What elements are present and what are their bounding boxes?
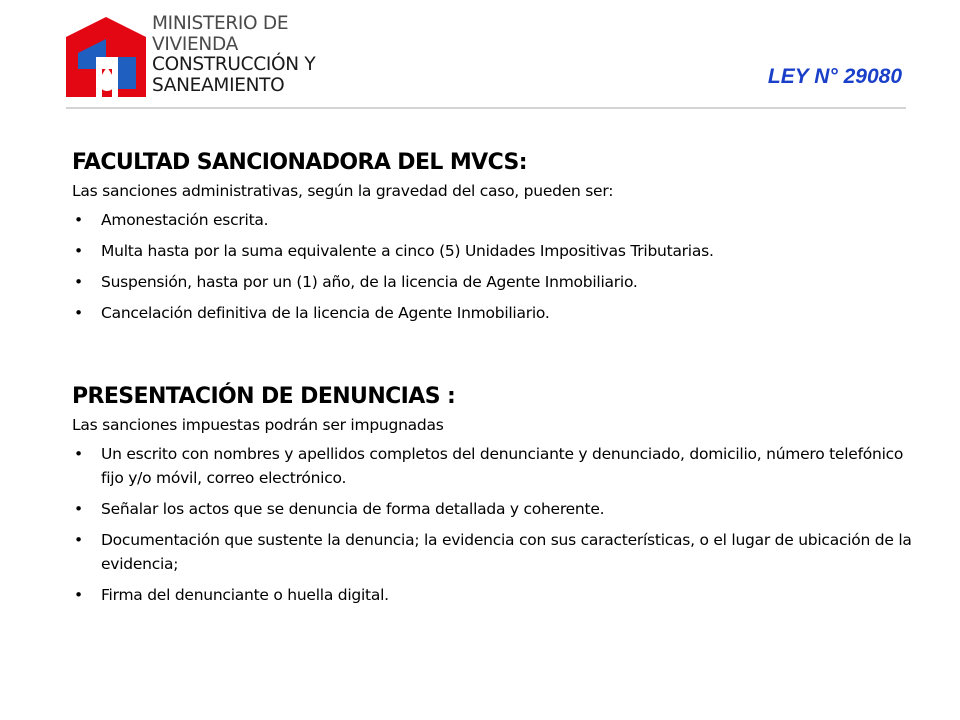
list-item — [72, 583, 922, 607]
ministry-name — [152, 14, 315, 96]
slide-content — [72, 146, 922, 614]
list-item-text: Suspensión, hasta por un (1) año, de la licencia de Agente Inmobiliario. — [101, 273, 638, 291]
list-item — [72, 442, 922, 490]
ministry-name-line-2: VIVIENDA — [152, 33, 238, 55]
list-item — [72, 239, 922, 263]
list-item-text: Documentación que sustente la denuncia; la evidencia con sus características, o el lugar de ubicación de la evidencia; — [101, 531, 912, 573]
bullet-icon: • — [74, 242, 83, 260]
bullet-icon: • — [74, 531, 83, 549]
list-item — [72, 497, 922, 521]
house-drop-logo-icon — [66, 17, 146, 97]
bullet-list — [72, 442, 922, 607]
header-divider — [66, 107, 906, 109]
list-item-text: Un escrito con nombres y apellidos completos del denunciante y denunciado, domicilio, número telefónico fijo y/o móvil, correo electrónico. — [101, 445, 904, 487]
section-intro: Las sanciones administrativas, según la gravedad del caso, pueden ser: — [72, 182, 614, 200]
list-item-text: Señalar los actos que se denuncia de forma detallada y coherente. — [101, 500, 605, 518]
ministry-name-line-3: CONSTRUCCIÓN Y — [152, 54, 316, 75]
bullet-icon: • — [74, 500, 83, 518]
list-item — [72, 528, 922, 576]
list-item — [72, 208, 922, 232]
list-item-text: Cancelación definitiva de la licencia de Agente Inmobiliario. — [101, 304, 550, 322]
ministry-name-line-1: MINISTERIO DE — [152, 13, 289, 34]
bullet-icon: • — [74, 586, 83, 604]
bullet-icon: • — [74, 304, 83, 322]
bullet-icon: • — [74, 445, 83, 463]
section-sanctions — [72, 146, 922, 325]
list-item-text: Firma del denunciante o huella digital. — [101, 586, 389, 604]
section-title: PRESENTACIÓN DE DENUNCIAS : — [72, 384, 456, 409]
bullet-list — [72, 208, 922, 325]
ministry-name-line-4: SANEAMIENTO — [152, 74, 285, 96]
list-item-text: Amonestación escrita. — [101, 211, 269, 229]
header — [0, 0, 960, 112]
section-title: FACULTAD SANCIONADORA DEL MVCS: — [72, 150, 527, 175]
section-complaints — [72, 380, 922, 607]
bullet-icon: • — [74, 211, 83, 229]
section-intro: Las sanciones impuestas podrán ser impugnadas — [72, 416, 444, 434]
law-reference: LEY N° 29080 — [767, 65, 902, 88]
bullet-icon: • — [74, 273, 83, 291]
list-item — [72, 301, 922, 325]
list-item — [72, 270, 922, 294]
list-item-text: Multa hasta por la suma equivalente a cinco (5) Unidades Impositivas Tributarias. — [101, 242, 714, 260]
